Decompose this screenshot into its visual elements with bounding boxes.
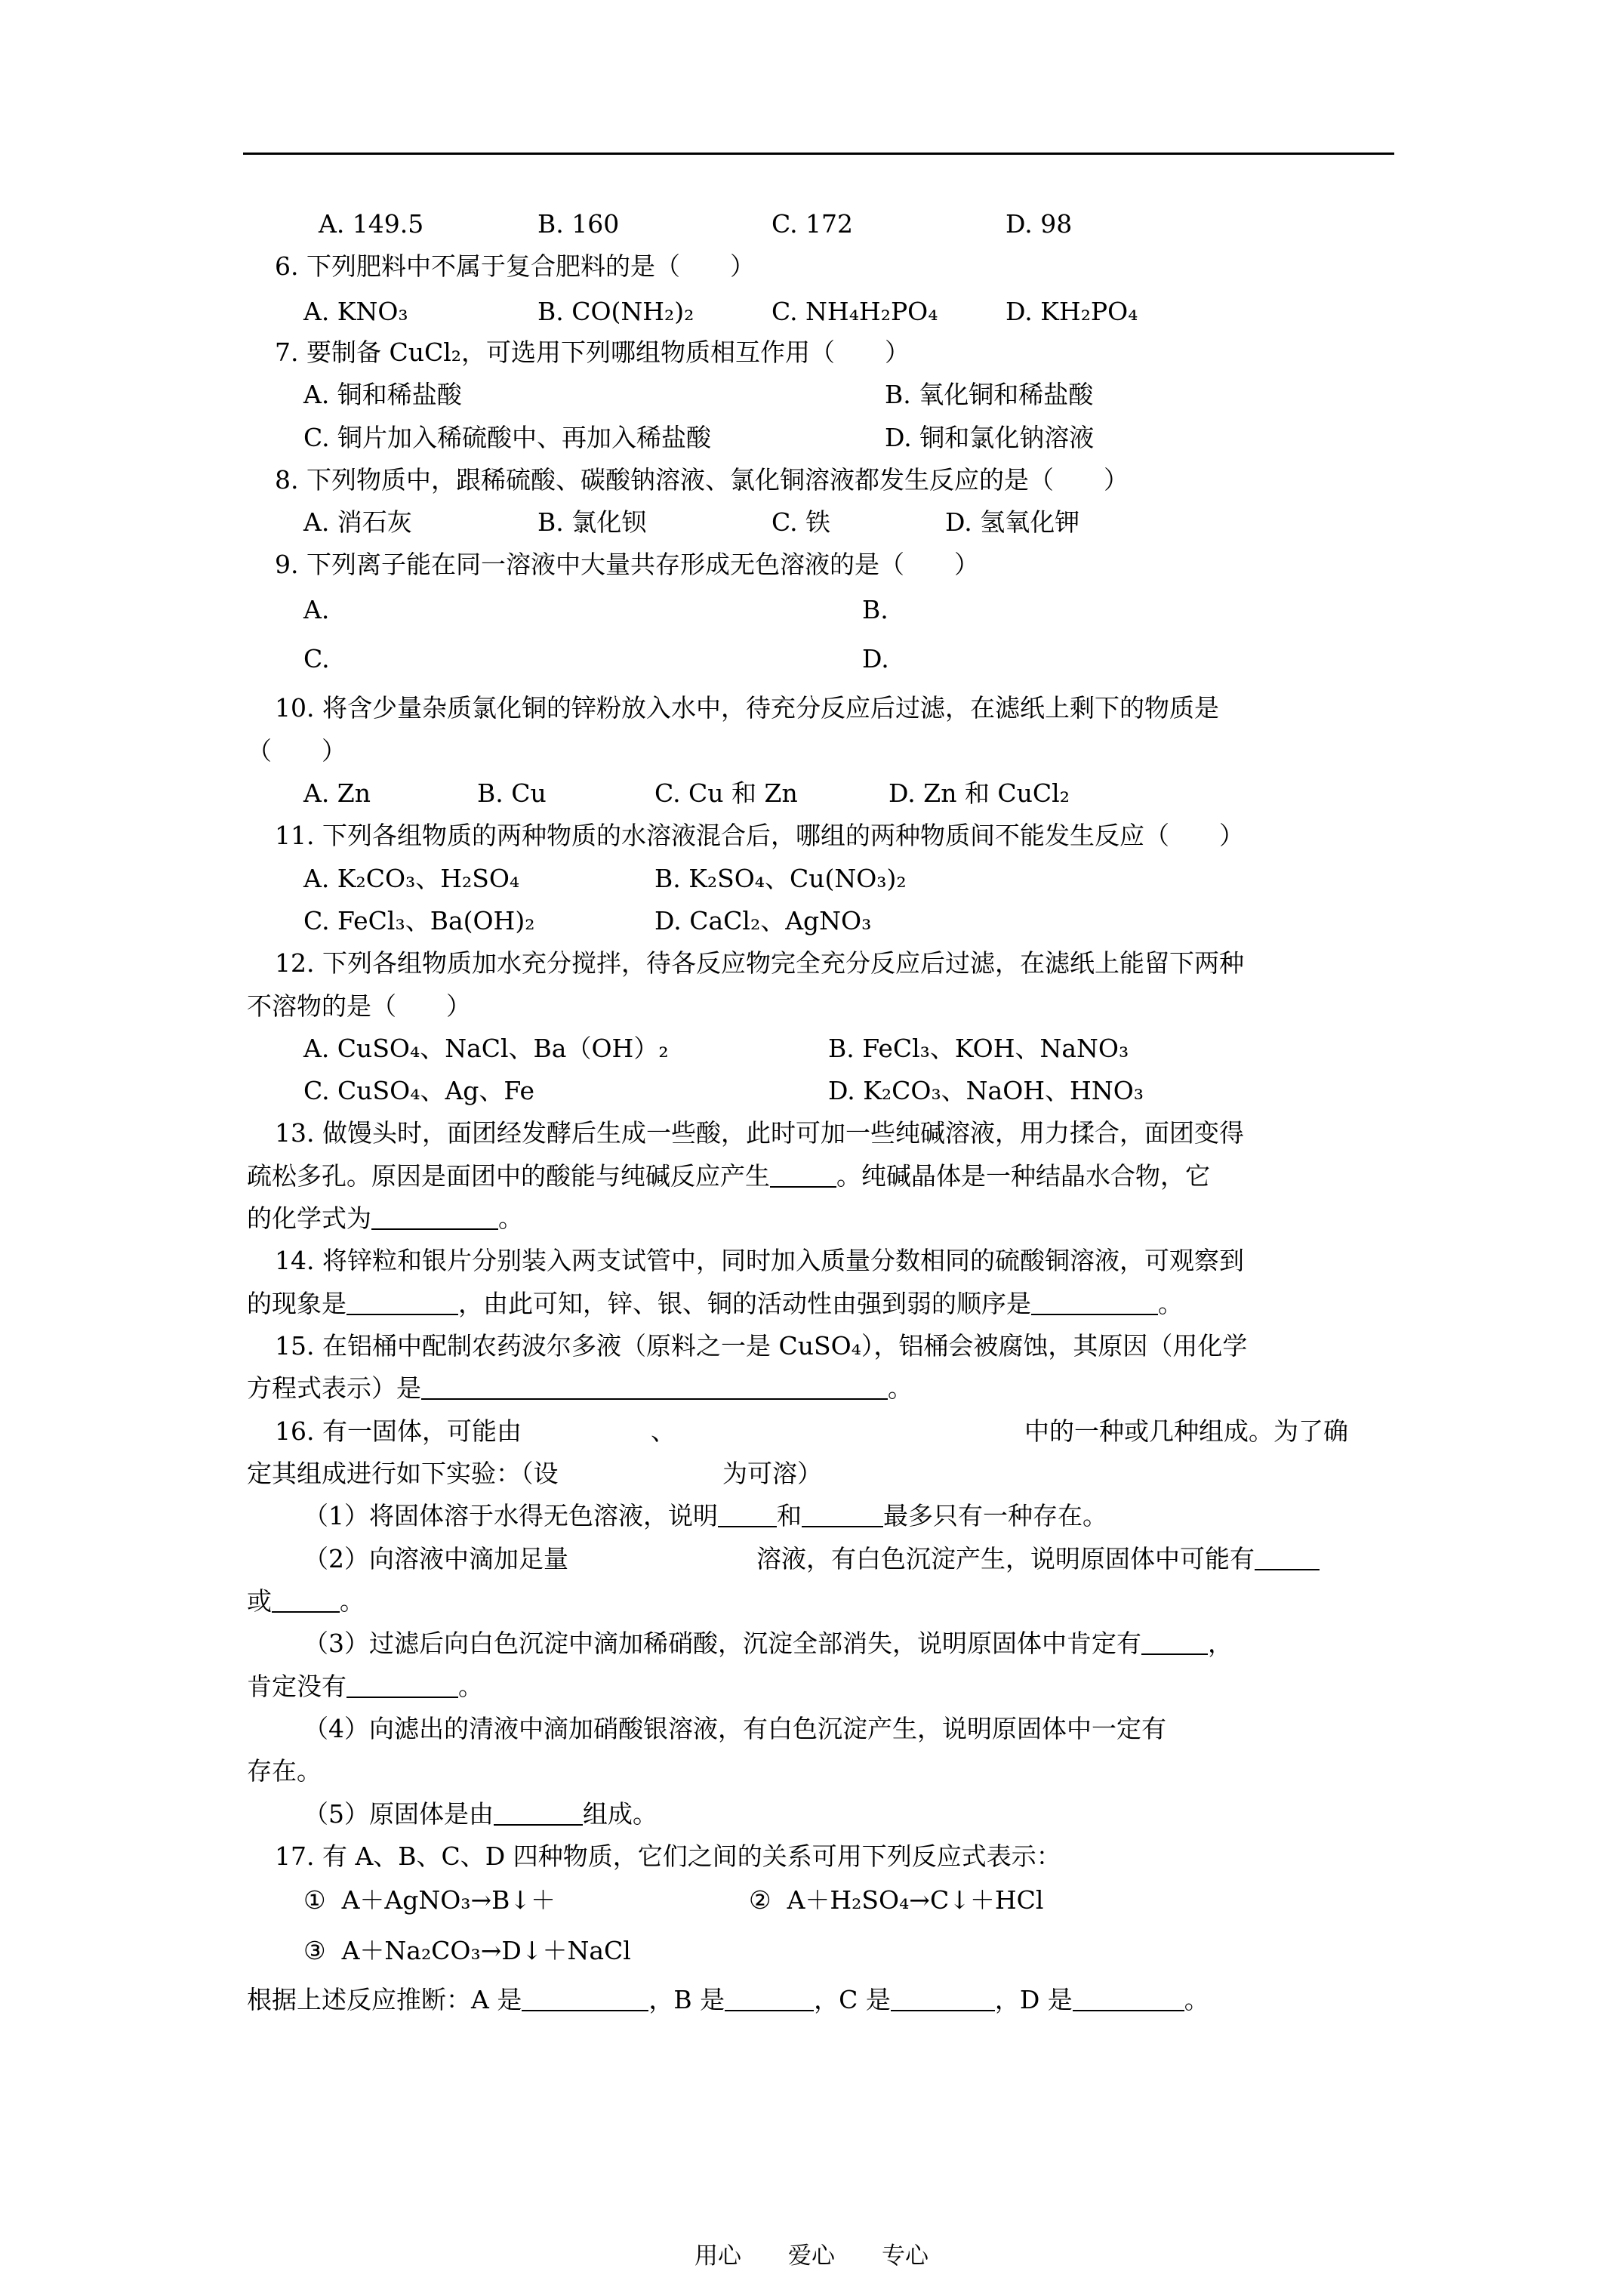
q17-reaction-1: ① A＋AgNO₃→B↓＋ (303, 1885, 556, 1915)
q5-option-a: A. 149.5 (319, 209, 424, 239)
q17-ans-a: 根据上述反应推断：A 是 (247, 1985, 522, 2014)
q16-s1-blank-2[interactable] (802, 1503, 883, 1527)
q5-option-c: C. 172 (771, 209, 854, 239)
q17-ans-b: ，B 是 (648, 1985, 725, 2014)
q8-option-a: A. 消石灰 (303, 507, 412, 537)
q6-option-c: C. NH₄H₂PO₄ (771, 297, 938, 326)
q12-option-c: C. CuSO₄、Ag、Fe (303, 1076, 535, 1105)
q10-option-c: C. Cu 和 Zn (654, 778, 798, 808)
q12-option-b: B. FeCl₃、KOH、NaNO₃ (828, 1034, 1129, 1063)
q14-blank-1[interactable] (346, 1291, 458, 1315)
q11-option-d: D. CaCl₂、AgNO₃ (654, 906, 872, 935)
q16-line-2b: 为可溶） (722, 1459, 822, 1488)
q16-s5-text-a: （5）原固体是由 (303, 1799, 494, 1829)
q6-option-d: D. KH₂PO₄ (1006, 297, 1138, 326)
q15-text-2a: 方程式表示）是 (247, 1373, 421, 1403)
q16-s2-text-c: 或 (247, 1586, 272, 1616)
q16-step-2-cont (247, 1586, 365, 1616)
q9-option-b: B. (862, 595, 888, 624)
q13-blank-1[interactable] (770, 1163, 836, 1188)
q13-blank-2[interactable] (371, 1206, 498, 1230)
q10-stem-paren: （ ） (247, 736, 346, 766)
q11-stem: 11. 下列各组物质的两种物质的水溶液混合后，哪组的两种物质间不能发生反应（ ） (275, 821, 1244, 850)
q13-text-2b: 。纯碱晶体是一种结晶水合物，它 (836, 1161, 1210, 1191)
q16-s2-blank-1[interactable] (1255, 1546, 1320, 1570)
q6-option-a: A. KNO₃ (303, 297, 408, 326)
q16-s1-text-a: （1）将固体溶于水得无色溶液，说明 (303, 1501, 718, 1530)
q16-step-2 (756, 1544, 1320, 1574)
q9-option-a: A. (303, 595, 330, 624)
q17-ans-c: ，C 是 (814, 1985, 891, 2014)
q17-blank-c[interactable] (891, 1987, 995, 2011)
q16-s1-blank-1[interactable] (718, 1503, 777, 1527)
q6-stem: 6. 下列肥料中不属于复合肥料的是（ ） (275, 251, 755, 281)
q10-option-d: D. Zn 和 CuCl₂ (888, 778, 1070, 808)
q11-option-a: A. K₂CO₃、H₂SO₄ (303, 864, 520, 893)
q8-option-d: D. 氢氧化钾 (945, 507, 1080, 537)
q14-blank-2[interactable] (1031, 1291, 1158, 1315)
q16-s3-text-a: （3）过滤后向白色沉淀中滴加稀硝酸，沉淀全部消失，说明原固体中肯定有 (303, 1629, 1141, 1658)
q16-s3-text-b: ， (1208, 1629, 1233, 1658)
q17-reaction-2: ② A＋H₂SO₄→C↓＋HCl (749, 1885, 1044, 1915)
q16-step-5 (303, 1799, 658, 1829)
q16-step-3 (303, 1629, 1233, 1659)
q16-s2-blank-2[interactable] (272, 1589, 340, 1613)
q17-blank-d[interactable] (1073, 1987, 1184, 2011)
q16-s2-text-b: 溶液，有白色沉淀产生，说明原固体中可能有 (756, 1544, 1255, 1573)
q11-option-b: B. K₂SO₄、Cu(NO₃)₂ (654, 864, 907, 893)
q17-answer-line (247, 1985, 1209, 2015)
q14-text-2a: 的现象是 (247, 1289, 346, 1318)
q12-stem: 12. 下列各组物质加水充分搅拌，待各反应物完全充分反应后过滤，在滤纸上能留下两种 (275, 948, 1244, 978)
q8-option-c: C. 铁 (771, 507, 831, 537)
q6-option-b: B. CO(NH₂)₂ (537, 297, 694, 326)
q16-step-3-cont (247, 1672, 483, 1702)
q13-line-2 (247, 1161, 1210, 1191)
q16-line-2a: 定其组成进行如下实验：（设 (247, 1459, 559, 1488)
q16-s3-blank-1[interactable] (1141, 1631, 1208, 1655)
q12-stem-cont: 不溶物的是（ ） (247, 991, 471, 1021)
q8-stem: 8. 下列物质中，跟稀硫酸、碳酸钠溶液、氯化铜溶液都发生反应的是（ ） (275, 465, 1129, 495)
q7-option-c: C. 铜片加入稀硫酸中、再加入稀盐酸 (303, 423, 712, 452)
q15-blank[interactable] (421, 1376, 888, 1400)
q7-option-d: D. 铜和氯化钠溶液 (885, 423, 1095, 452)
q12-option-a: A. CuSO₄、NaCl、Ba（OH）₂ (303, 1034, 669, 1063)
q16-step-4-cont: 存在。 (247, 1756, 322, 1786)
q16-step-4: （4）向滤出的清液中滴加硝酸银溶液，有白色沉淀产生，说明原固体中一定有 (303, 1714, 1166, 1743)
q16-s5-text-b: 组成。 (583, 1799, 658, 1829)
q9-option-d: D. (862, 644, 889, 673)
q7-stem: 7. 要制备 CuCl₂，可选用下列哪组物质相互作用（ ） (275, 337, 910, 367)
q17-ans-e: 。 (1184, 1985, 1209, 2014)
q13-text-2a: 疏松多孔。原因是面团中的酸能与纯碱反应产生 (247, 1161, 770, 1191)
q16-s1-text-c: 最多只有一种存在。 (883, 1501, 1107, 1530)
q16-s2-text-d: 。 (340, 1586, 365, 1616)
q13-text-3b: 。 (498, 1203, 523, 1233)
q14-text-2c: 。 (1158, 1289, 1183, 1318)
q16-line-1c: 中的一种或几种组成。为了确 (1024, 1416, 1348, 1446)
q16-s3-blank-2[interactable] (346, 1674, 458, 1698)
q7-option-b: B. 氧化铜和稀盐酸 (885, 380, 1094, 409)
q10-stem: 10. 将含少量杂质氯化铜的锌粉放入水中，待充分反应后过滤，在滤纸上剩下的物质是 (275, 693, 1219, 723)
q16-s1-text-b: 和 (777, 1501, 802, 1530)
q15-text-2b: 。 (888, 1373, 913, 1403)
q17-reaction-3: ③ A＋Na₂CO₃→D↓＋NaCl (303, 1936, 631, 1965)
q16-step-1 (303, 1501, 1107, 1531)
q9-option-c: C. (303, 644, 330, 673)
q16-line-1a: 16. 有一固体，可能由 (275, 1416, 522, 1446)
q9-stem: 9. 下列离子能在同一溶液中大量共存形成无色溶液的是（ ） (275, 550, 979, 579)
q17-blank-a[interactable] (522, 1987, 648, 2011)
q15-line-1: 15. 在铝桶中配制农药波尔多液（原料之一是 CuSO₄），铝桶会被腐蚀，其原因（用化学 (275, 1331, 1248, 1361)
q14-line-1: 14. 将锌粒和银片分别装入两支试管中，同时加入质量分数相同的硫酸铜溶液，可观察到 (275, 1246, 1244, 1275)
q16-step-2a: （2）向溶液中滴加足量 (303, 1544, 568, 1573)
q16-s5-blank[interactable] (494, 1801, 583, 1826)
q13-text-3a: 的化学式为 (247, 1203, 371, 1233)
q15-line-2 (247, 1373, 913, 1404)
q16-s3-text-c: 肯定没有 (247, 1672, 346, 1701)
q14-line-2 (247, 1289, 1183, 1319)
page-footer: 用心 爱心 专心 (694, 2242, 929, 2270)
q8-option-b: B. 氯化钡 (537, 507, 647, 537)
q14-text-2b: ，由此可知，锌、银、铜的活动性由强到弱的顺序是 (458, 1289, 1031, 1318)
q16-s3-text-d: 。 (458, 1672, 483, 1701)
q5-option-d: D. 98 (1006, 209, 1073, 239)
header-rule (243, 153, 1394, 155)
q13-line-1: 13. 做馒头时，面团经发酵后生成一些酸，此时可加一些纯碱溶液，用力揉合，面团变得 (275, 1118, 1244, 1148)
q11-option-c: C. FeCl₃、Ba(OH)₂ (303, 906, 535, 935)
q10-option-a: A. Zn (303, 778, 371, 808)
q17-stem: 17. 有 A、B、C、D 四种物质，它们之间的关系可用下列反应式表示： (275, 1841, 1061, 1871)
q17-ans-d: ，D 是 (994, 1985, 1073, 2014)
q16-line-1b: 、 (651, 1416, 676, 1446)
q7-option-a: A. 铜和稀盐酸 (303, 380, 462, 409)
q17-blank-b[interactable] (725, 1987, 814, 2011)
q5-option-b: B. 160 (537, 209, 620, 239)
q10-option-b: B. Cu (477, 778, 547, 808)
q12-option-d: D. K₂CO₃、NaOH、HNO₃ (828, 1076, 1144, 1105)
q13-line-3 (247, 1203, 523, 1234)
